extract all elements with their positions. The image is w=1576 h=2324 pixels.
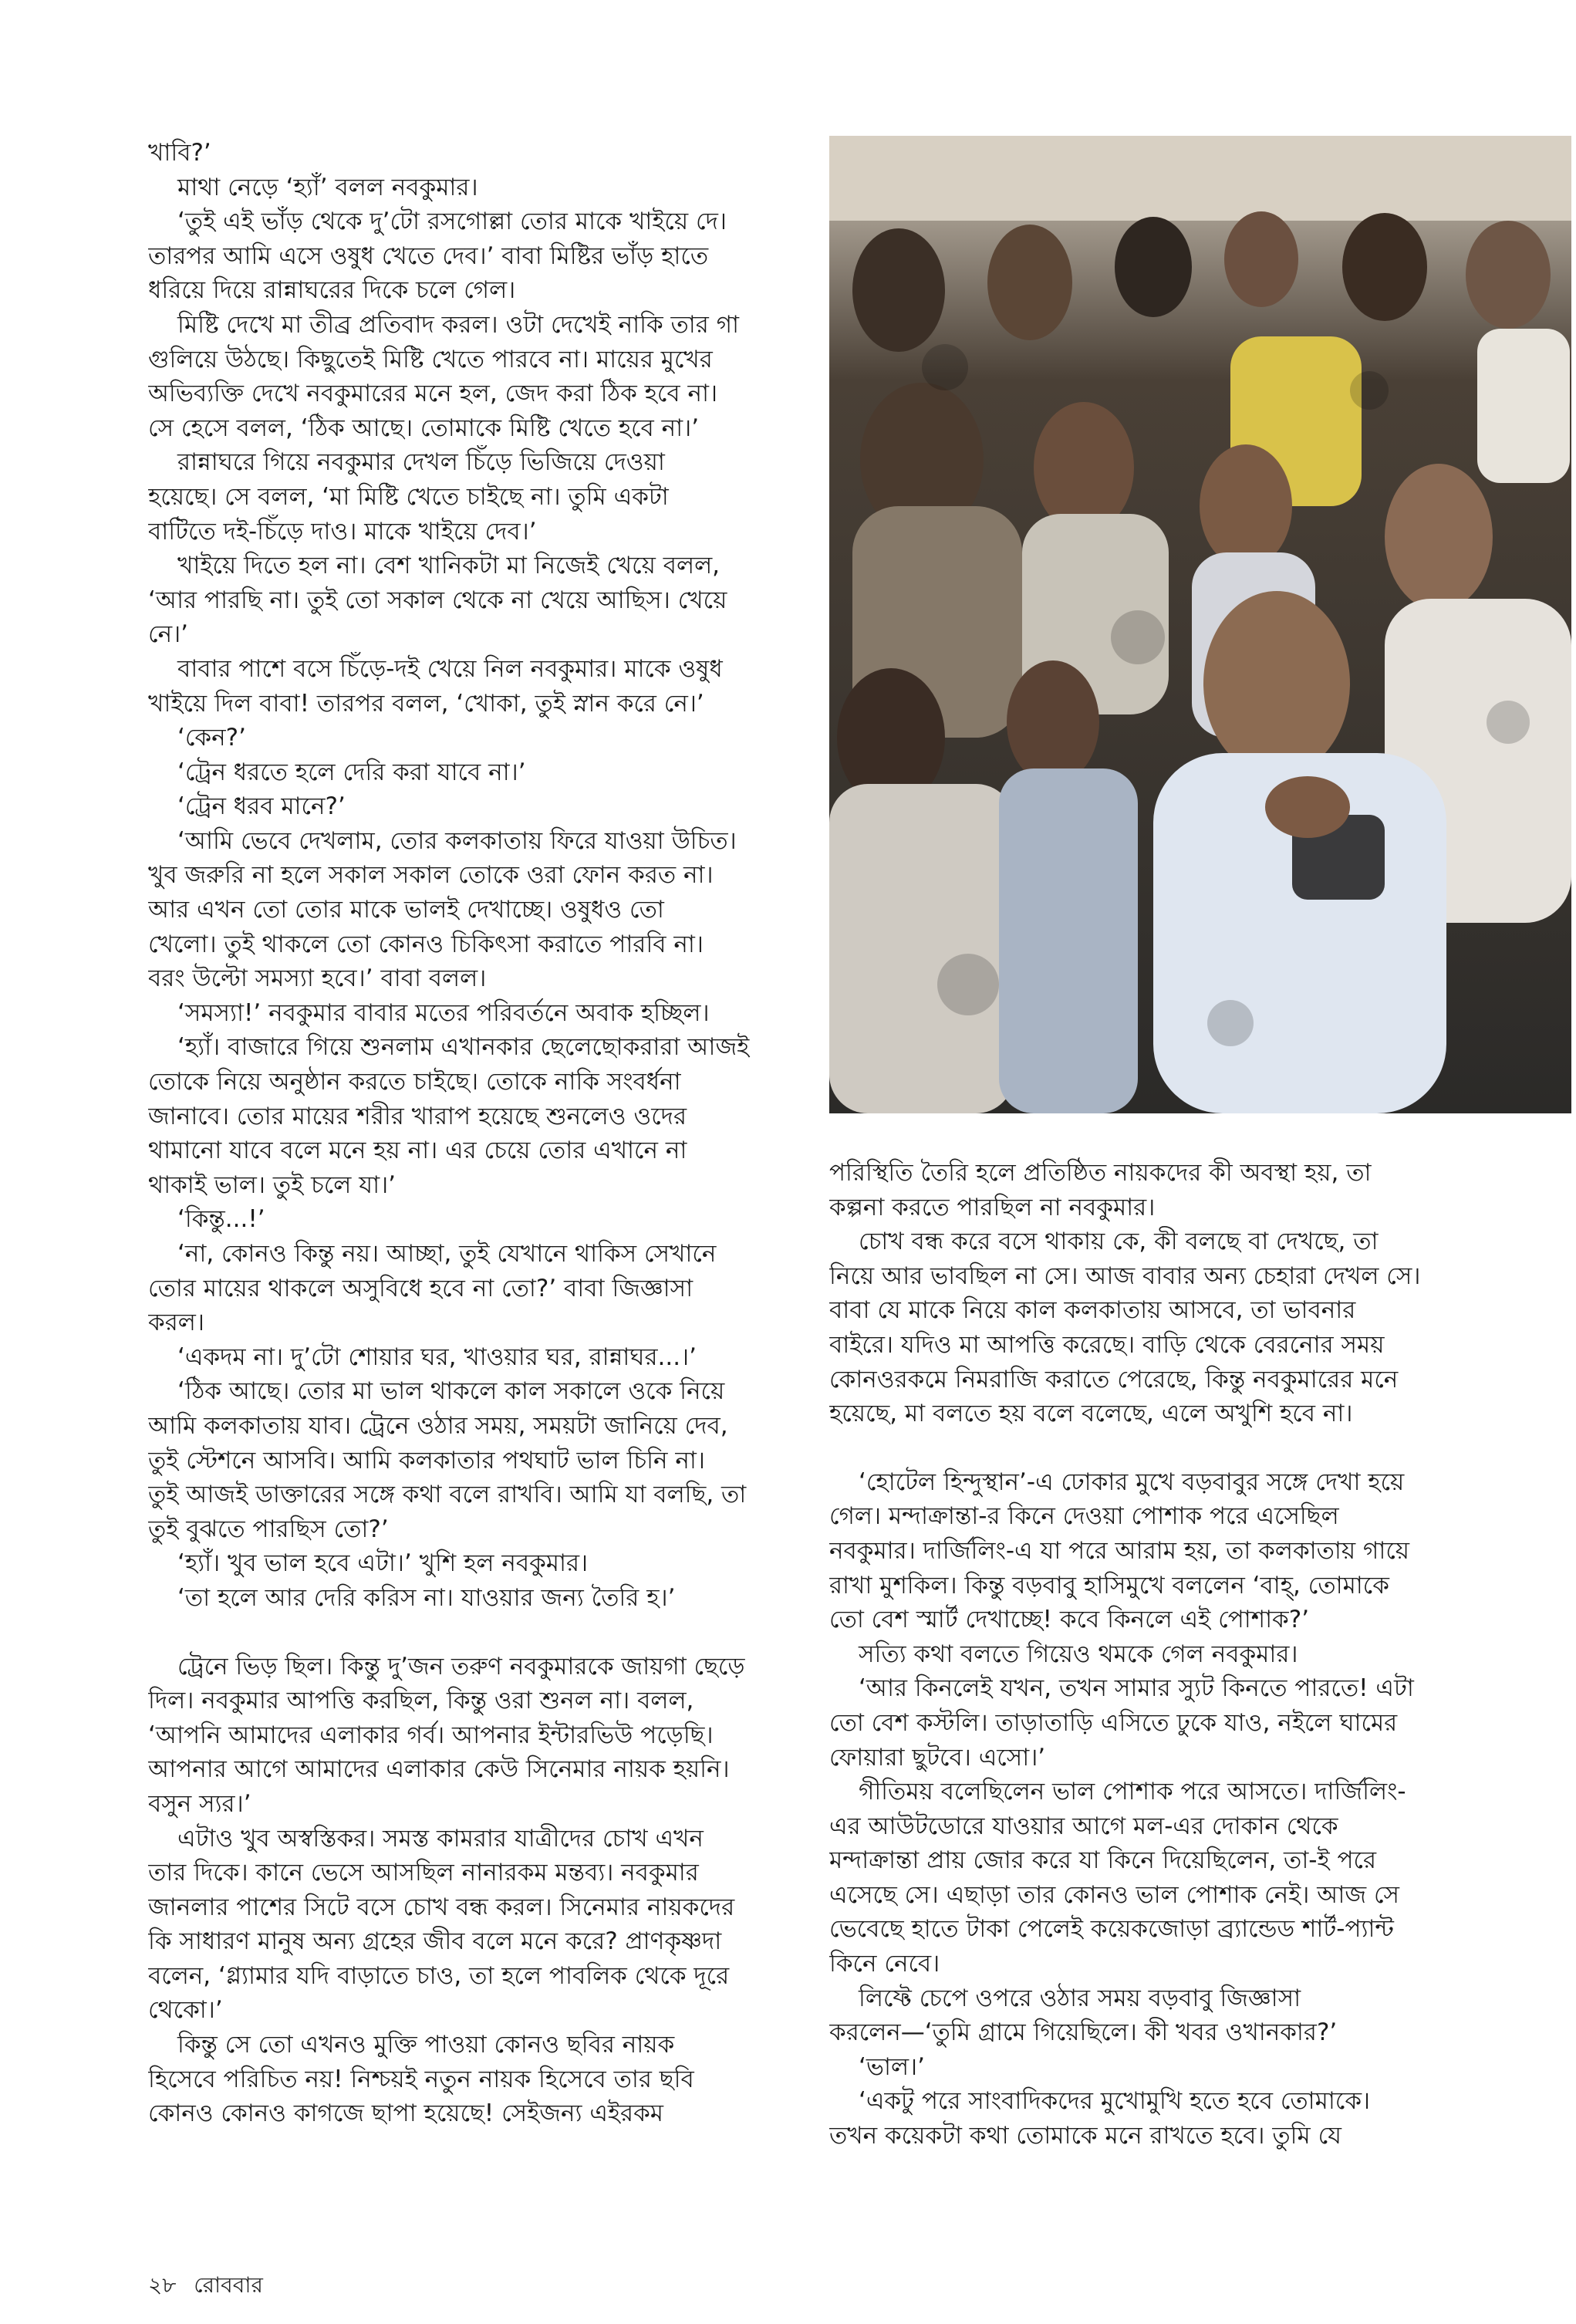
text-line: খাইয়ে দিতে হল না। বেশ খানিকটা মা নিজেই খেয়ে বলল,	[177, 552, 721, 580]
text-line: বাবার পাশে বসে চিঁড়ে-দই খেয়ে নিল নবকুমার। মাকে ওষুধ	[177, 654, 723, 683]
text-line: তার দিকে। কানে ভেসে আসছিল নানারকম মন্তব্য। নবকুমার	[148, 1859, 699, 1887]
text-line: তুই আজই ডাক্তারের সঙ্গে কথা বলে রাখবি। আমি যা বলছি, তা	[148, 1481, 747, 1509]
text-line: সে হেসে বলল, ‘ঠিক আছে। তোমাকে মিষ্টি খেতে হবে না।’	[148, 414, 700, 442]
text-line: ‘হ্যাঁ। বাজারে গিয়ে শুনলাম এখানকার ছেলেছোকরারা আজই	[177, 1033, 750, 1062]
text-line: নবকুমার। দার্জিলিং-এ যা পরে আরাম হয়, তা কলকাতায় গায়ে	[829, 1536, 1410, 1565]
text-line: কিনে নেবে।	[829, 1950, 940, 1978]
text-line: গীতিময় বলেছিলেন ভাল পোশাক পরে আসতে। দার্জিলিং-	[859, 1778, 1406, 1806]
text-line: ‘ট্রেন ধরব মানে?’	[177, 792, 346, 821]
text-line: জানাবে। তোর মায়ের শরীর খারাপ হয়েছে শুনলেও ওদের	[148, 1102, 687, 1130]
text-line: ‘একদম না। দু’টো শোয়ার ঘর, খাওয়ার ঘর, রান্নাঘর...।’	[177, 1343, 697, 1371]
magazine-name: রোববার	[194, 2272, 263, 2298]
text-line: ‘ঠিক আছে। তোর মা ভাল থাকলে কাল সকালে ওকে নিয়ে	[177, 1377, 725, 1406]
text-line: চোখ বন্ধ করে বসে থাকায় কে, কী বলছে বা দেখছে, তা	[859, 1228, 1379, 1256]
text-line: জানলার পাশের সিটে বসে চোখ বন্ধ করল। সিনেমার নায়কদের	[148, 1893, 735, 1921]
text-line: ভেবেছে হাতে টাকা পেলেই কয়েকজোড়া ব্র্যান্ডেড শার্ট-প্যান্ট	[829, 1915, 1394, 1944]
text-line: ‘ট্রেন ধরতে হলে দেরি করা যাবে না।’	[177, 758, 526, 786]
left-text-column	[148, 136, 758, 2131]
text-line: খাবি?’	[148, 139, 211, 167]
text-line: গুলিয়ে উঠছে। কিছুতেই মিষ্টি খেতে পারবে না। মায়ের মুখের	[148, 345, 713, 373]
text-line: দিল। নবকুমার আপত্তি করছিল, কিন্তু ওরা শুনল না। বলল,	[148, 1687, 694, 1715]
text-line: ‘আপনি আমাদের এলাকার গর্ব। আপনার ইন্টারভিউ পড়েছি।	[148, 1721, 714, 1749]
text-line: ফোয়ারা ছুটবে। এসো।’	[829, 1743, 1046, 1772]
text-line: তুই বুঝতে পারছিস তো?’	[148, 1515, 389, 1543]
text-line: আমি কলকাতায় যাব। ট্রেনে ওঠার সময়, সময়টা জানিয়ে দেব,	[148, 1411, 728, 1440]
text-line: বরং উল্টো সমস্যা হবে।’ বাবা বলল।	[148, 964, 487, 993]
text-line: বাইরে। যদিও মা আপত্তি করেছে। বাড়ি থেকে বেরনোর সময়	[829, 1330, 1385, 1359]
text-line: অভিব্যক্তি দেখে নবকুমারের মনে হল, জেদ করা ঠিক হবে না।	[148, 380, 718, 408]
text-line: ‘আমি ভেবে দেখলাম, তোর কলকাতায় ফিরে যাওয়া উচিত।	[177, 826, 737, 855]
text-line: সত্যি কথা বলতে গিয়েও থমকে গেল নবকুমার।	[859, 1640, 1298, 1668]
text-line: ‘আর পারছি না। তুই তো সকাল থেকে না খেয়ে আছিস। খেয়ে	[148, 586, 727, 614]
text-line: ‘আর কিনলেই যখন, তখন সামার স্যুট কিনতে পারতে! এটা	[859, 1674, 1414, 1703]
right-text-column	[829, 1156, 1439, 2153]
text-line: এর আউটডোরে যাওয়ার আগে মল-এর দোকান থেকে	[829, 1812, 1338, 1840]
text-line: বসুন স্যর।’	[148, 1789, 251, 1818]
text-line: ‘সমস্যা!’ নবকুমার বাবার মতের পরিবর্তনে অবাক হচ্ছিল।	[177, 998, 710, 1027]
text-line: ‘হোটেল হিন্দুস্থান’-এ ঢোকার মুখে বড়বাবুর সঙ্গে দেখা হয়ে	[859, 1468, 1405, 1496]
text-line: খাইয়ে দিল বাবা! তারপর বলল, ‘খোকা, তুই স্নান করে নে।’	[148, 689, 704, 718]
text-line: ‘না, কোনও কিন্তু নয়। আচ্ছা, তুই যেখানে থাকিস সেখানে	[177, 1240, 717, 1268]
text-line: ধরিয়ে দিয়ে রান্নাঘরের দিকে চলে গেল।	[148, 276, 516, 305]
text-line: তো বেশ স্মার্ট দেখাচ্ছে! কবে কিনলে এই পোশাক?’	[829, 1606, 1310, 1634]
text-line: ‘তা হলে আর দেরি করিস না। যাওয়ার জন্য তৈরি হ।’	[177, 1583, 676, 1612]
text-line: মাথা নেড়ে ‘হ্যাঁ’ বলল নবকুমার।	[177, 173, 478, 201]
text-line: কিন্তু সে তো এখনও মুক্তি পাওয়া কোনও ছবির নায়ক	[177, 2031, 675, 2059]
text-line: মিষ্টি দেখে মা তীব্র প্রতিবাদ করল। ওটা দেখেই নাকি তার গা	[177, 310, 740, 339]
text-line: তোর মায়ের থাকলে অসুবিধে হবে না তো?’ বাবা জিজ্ঞাসা	[148, 1274, 694, 1302]
text-line: নিয়ে আর ভাবছিল না সে। আজ বাবার অন্য চেহারা দেখল সে।	[829, 1262, 1421, 1290]
text-line: তখন কয়েকটা কথা তোমাকে মনে রাখতে হবে। তুমি যে	[829, 2122, 1342, 2150]
text-line: হয়েছে, মা বলতে হয় বলে বলেছে, এলে অখুশি হবে না।	[829, 1400, 1353, 1428]
text-line: খেলো। তুই থাকলে তো কোনও চিকিৎসা করাতে পারবি না।	[148, 930, 704, 958]
text-line: তুই স্টেশনে আসবি। আমি কলকাতার পথঘাট ভাল চিনি না।	[148, 1446, 705, 1474]
text-line: ‘কিন্তু...!’	[177, 1205, 265, 1234]
text-line: নে।’	[148, 620, 189, 649]
text-line: ‘কেন?’	[177, 724, 246, 752]
text-line: গেল। মন্দাক্রান্তা-র কিনে দেওয়া পোশাক পরে এসেছিল	[829, 1502, 1339, 1531]
text-line: তারপর আমি এসে ওষুধ খেতে দেব।’ বাবা মিষ্টির ভাঁড় হাতে	[148, 242, 709, 270]
photo-audience-image	[829, 136, 1571, 1113]
text-line: ‘একটু পরে সাংবাদিকদের মুখোমুখি হতে হবে তোমাকে।	[859, 2087, 1371, 2116]
text-line: ‘হ্যাঁ। খুব ভাল হবে এটা।’ খুশি হল নবকুমার।	[177, 1549, 589, 1578]
text-line: করল।	[148, 1309, 204, 1337]
text-line: ‘তুই এই ভাঁড় থেকে দু’টো রসগোল্লা তোর মাকে খাইয়ে দে।	[177, 208, 727, 236]
text-line: ‘ভাল।’	[859, 2052, 925, 2081]
text-line: আপনার আগে আমাদের এলাকার কেউ সিনেমার নায়ক হয়নি।	[148, 1755, 730, 1784]
text-line: থামানো যাবে বলে মনে হয় না। এর চেয়ে তোর এখানে না	[148, 1137, 687, 1165]
text-line: বাটিতে দই-চিঁড়ে দাও। মাকে খাইয়ে দেব।’	[148, 517, 537, 546]
page-number: ২৮	[148, 2272, 177, 2298]
text-line: কোনওরকমে নিমরাজি করাতে পেরেছে, কিন্তু নবকুমারের মনে	[829, 1365, 1399, 1393]
text-line: এটাও খুব অস্বস্তিকর। সমস্ত কামরার যাত্রীদের চোখ এখন	[177, 1824, 704, 1853]
text-line: থেকো।’	[148, 1996, 223, 2025]
text-line: খুব জরুরি না হলে সকাল সকাল তোকে ওরা ফোন করত না।	[148, 861, 714, 890]
text-line: বাবা যে মাকে নিয়ে কাল কলকাতায় আসবে, তা ভাবনার	[829, 1296, 1356, 1325]
text-line: কল্পনা করতে পারছিল না নবকুমার।	[829, 1193, 1156, 1221]
text-line: তোকে নিয়ে অনুষ্ঠান করতে চাইছে। তোকে নাকি সংবর্ধনা	[148, 1068, 681, 1096]
text-line: এসেছে সে। এছাড়া তার কোনও ভাল পোশাক নেই। আজ সে	[829, 1880, 1400, 1909]
text-line: তো বেশ কস্টলি। তাড়াতাড়ি এসিতে ঢুকে যাও, নইলে ঘামের	[829, 1708, 1398, 1737]
text-line: লিফ্টে চেপে ওপরে ওঠার সময় বড়বাবু জিজ্ঞাসা	[859, 1984, 1301, 2012]
text-line: কি সাধারণ মানুষ অন্য গ্রহের জীব বলে মনে করে? প্রাণকৃষ্ণদা	[148, 1927, 722, 1956]
text-line: আর এখন তো তোর মাকে ভালই দেখাচ্ছে। ওষুধও তো	[148, 896, 664, 924]
text-line: ট্রেনে ভিড় ছিল। কিন্তু দু’জন তরুণ নবকুমারকে জায়গা ছেড়ে	[177, 1652, 745, 1681]
text-line: রাখা মুশকিল। কিন্তু বড়বাবু হাসিমুখে বললেন ‘বাহ্, তোমাকে	[829, 1571, 1389, 1599]
text-line: বলেন, ‘গ্ল্যামার যদি বাড়াতে চাও, তা হলে পাবলিক থেকে দূরে	[148, 1961, 730, 1990]
text-line: রান্নাঘরে গিয়ে নবকুমার দেখল চিঁড়ে ভিজিয়ে দেওয়া	[177, 448, 665, 477]
text-line: হিসেবে পরিচিত নয়! নিশ্চয়ই নতুন নায়ক হিসেবে তার ছবি	[148, 2065, 694, 2093]
text-line: হয়েছে। সে বলল, ‘মা মিষ্টি খেতে চাইছে না। তুমি একটা	[148, 482, 669, 511]
page-footer	[148, 2268, 274, 2305]
audience-photo	[829, 136, 1571, 1113]
text-line: মন্দাক্রান্তা প্রায় জোর করে যা কিনে দিয়েছিলেন, তা-ই পরে	[829, 1846, 1377, 1875]
text-line: থাকাই ভাল। তুই চলে যা।’	[148, 1170, 397, 1199]
text-line: করলেন—‘তুমি গ্রামে গিয়েছিলে। কী খবর ওখানকার?’	[829, 2018, 1338, 2047]
text-line: পরিস্থিতি তৈরি হলে প্রতিষ্ঠিত নায়কদের কী অবস্থা হয়, তা	[829, 1159, 1372, 1187]
text-line: কোনও কোনও কাগজে ছাপা হয়েছে! সেইজন্য এইরকম	[148, 2099, 664, 2128]
